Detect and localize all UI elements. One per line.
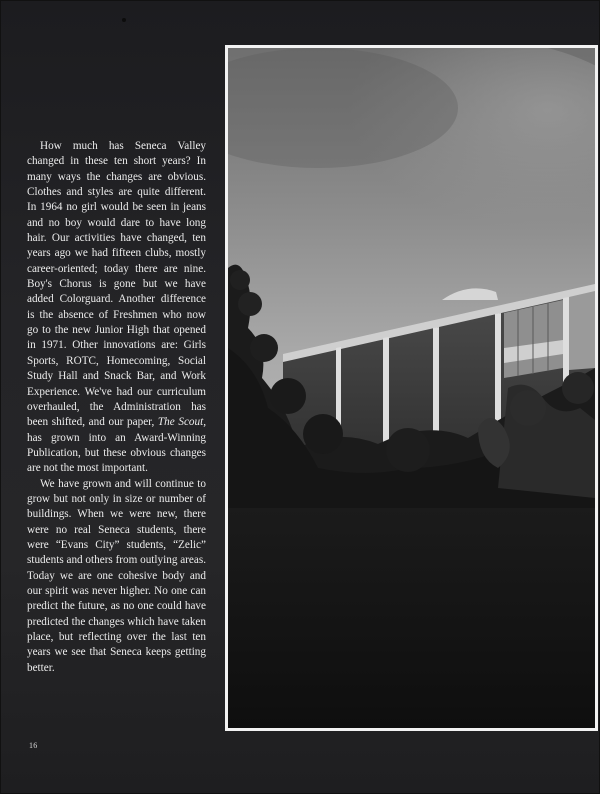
dust-speck xyxy=(122,18,126,22)
article-text xyxy=(27,139,206,676)
paragraph-1-text-b: has grown into an Award-Winning Publication, but these obvious changes are not the most important. xyxy=(27,431,206,475)
paragraph-1-text-a: How much has Seneca Valley changed in these ten short years? In many ways the changes are obvious. Clothes and styles are quite different. In 1964 no girl would be seen in jeans and no boy would dare to have long hair. Our activities have changed, ten years ago we had fifteen clubs, mostly career-oriented; today there are nine. Boy's Chorus is gone but we have added Colorguard. Another difference is the absence of Freshmen who now go to the new Junior High that opened in 1971. Other innovations are: Girls Sports, ROTC, Homecoming, Social Study Hall and Snack Bar, and Work Experience. We've had our curriculum overhauled, the Administration has been shifted, and our paper, xyxy=(27,140,206,429)
article-paragraph-2: We have grown and will continue to grow but not only in size or number of buildings. When we were new, there were no real Seneca students, there were “Evans City” students, “Zelic” students and others from outlying areas. Today we are one cohesive body and our spirit was never higher. No one can predict the future, as no one could have predicted the changes which have taken place, but reflecting over the last ten years we see that Seneca keeps getting better. xyxy=(27,477,206,674)
school-building-photo xyxy=(228,48,595,728)
article-paragraph-1 xyxy=(27,139,206,477)
page-number: 16 xyxy=(29,741,38,750)
ground-shadow xyxy=(228,508,595,728)
school-photo-frame xyxy=(225,45,598,731)
newspaper-title: The Scout, xyxy=(157,416,206,429)
